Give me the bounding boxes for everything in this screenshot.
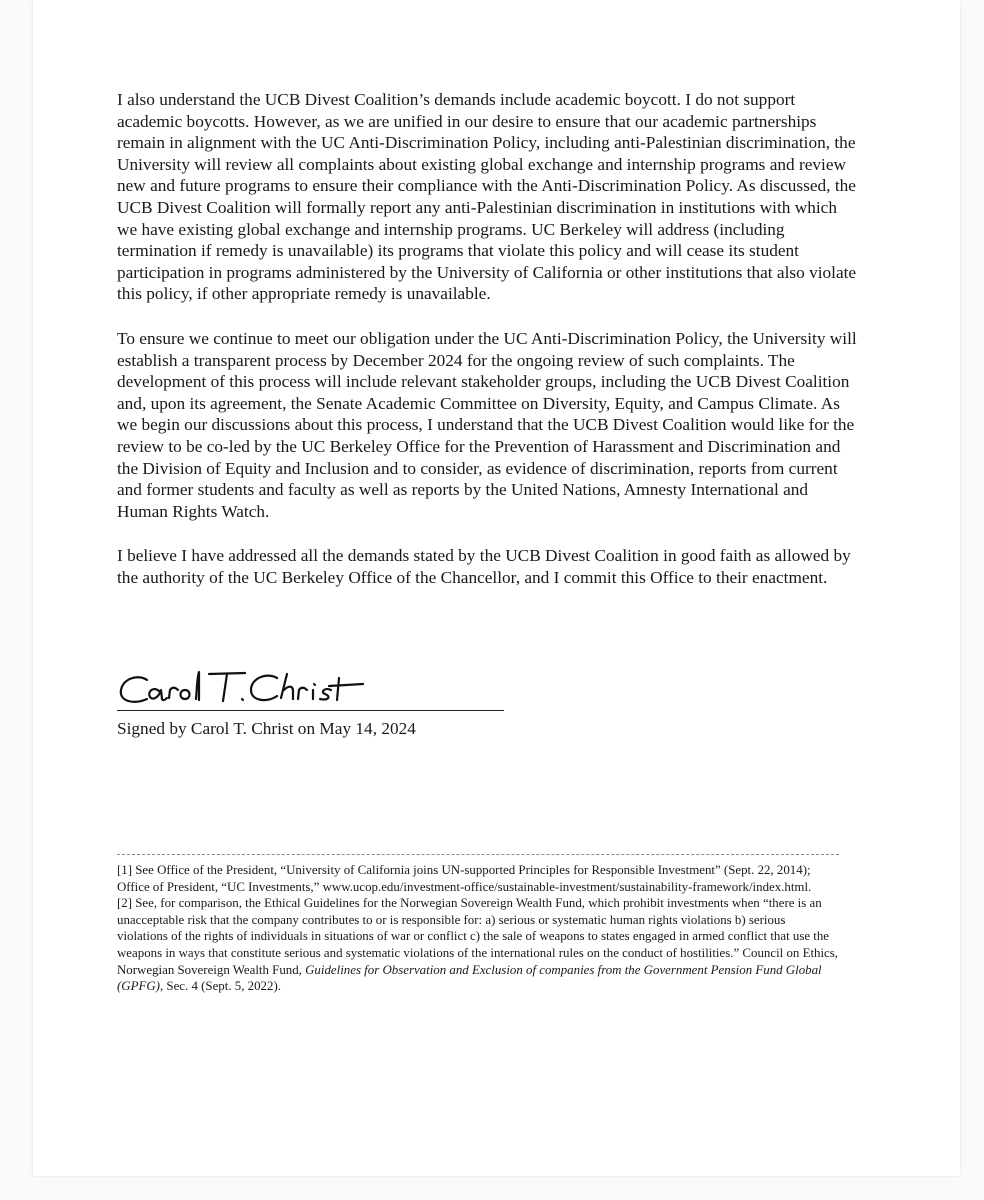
letter-body <box>117 89 859 611</box>
paragraph-review-process: To ensure we continue to meet our obligation under the UC Anti-Discrimination Policy, the University will establish a transparent process by December 2024 for the ongoing review of such complaints. The development of this process will include relevant stakeholder groups, including the UCB Divest Coalition and, upon its agreement, the Senate Academic Committee on Diversity, Equity, and Campus Climate. As we begin our discussions about this process, I understand that the UCB Divest Coalition would like for the review to be co-led by the UC Berkeley Office for the Prevention of Harassment and Discrimination and the Division of Equity and Inclusion and to consider, as evidence of discrimination, reports from current and former students and faculty as well as reports by the United Nations, Amnesty International and Human Rights Watch. <box>117 328 857 521</box>
footnote-separator <box>117 854 839 855</box>
footnote-2-text: [2] See, for comparison, the Ethical Guidelines for the Norwegian Sovereign Wealth Fund, which prohibit investments when “there is an unacceptable risk that the company contributes to or is responsible for: a) serious or systematic human rights violations b) serious violations of the rights of individuals in situations of war or conflict c) the sale of weapons to states engaged in armed conflict that use the weapons in ways that constitute serious and systematic violations of the international rules on the conduct of hostilities.” Council on Ethics, Norwegian Sovereign Wealth Fund, <box>117 896 839 977</box>
document-page <box>33 0 960 1176</box>
footnote-1: [1] See Office of the President, “University of California joins UN-supported Principles for Responsible Investment” (Sept. 22, 2014); Office of President, “UC Investments,” www.ucop.edu/investment-office/sustainable-investment/sustainability-framework/index.html. <box>117 863 812 894</box>
paragraph-commitment: I believe I have addressed all the demands stated by the UCB Divest Coalition in good faith as allowed by the authority of the UC Berkeley Office of the Chancellor, and I commit this Office to their enactment. <box>117 546 851 587</box>
footnote-2-title: Guidelines for Observation and Exclusion of companies from the Government Pension Fund Global (GPFG) <box>117 962 822 994</box>
footnote-2 <box>117 895 839 995</box>
handwritten-signature <box>117 664 417 710</box>
signed-by-caption: Signed by Carol T. Christ on May 14, 2024 <box>117 719 416 738</box>
signature-line <box>117 710 504 711</box>
footnote-2-citation: , Sec. 4 (Sept. 5, 2022). <box>159 979 281 994</box>
footnotes <box>117 862 839 995</box>
paragraph-academic-boycott: I also understand the UCB Divest Coalition’s demands include academic boycott. I do not support academic boycotts. However, as we are unified in our desire to ensure that our academic partnerships remain in alignment with the UC Anti-Discrimination Policy, including anti-Palestinian discrimination, the University will review all complaints about existing global exchange and internship programs and review new and future programs to ensure their compliance with the Anti-Discrimination Policy. As discussed, the UCB Divest Coalition will formally report any anti-Palestinian discrimination in institutions with which we have existing global exchange and internship programs. UC Berkeley will address (including termination if remedy is unavailable) its programs that violate this policy and will cease its student participation in programs administered by the University of California or other institutions that also violate this policy, if other appropriate remedy is unavailable. <box>117 90 857 304</box>
